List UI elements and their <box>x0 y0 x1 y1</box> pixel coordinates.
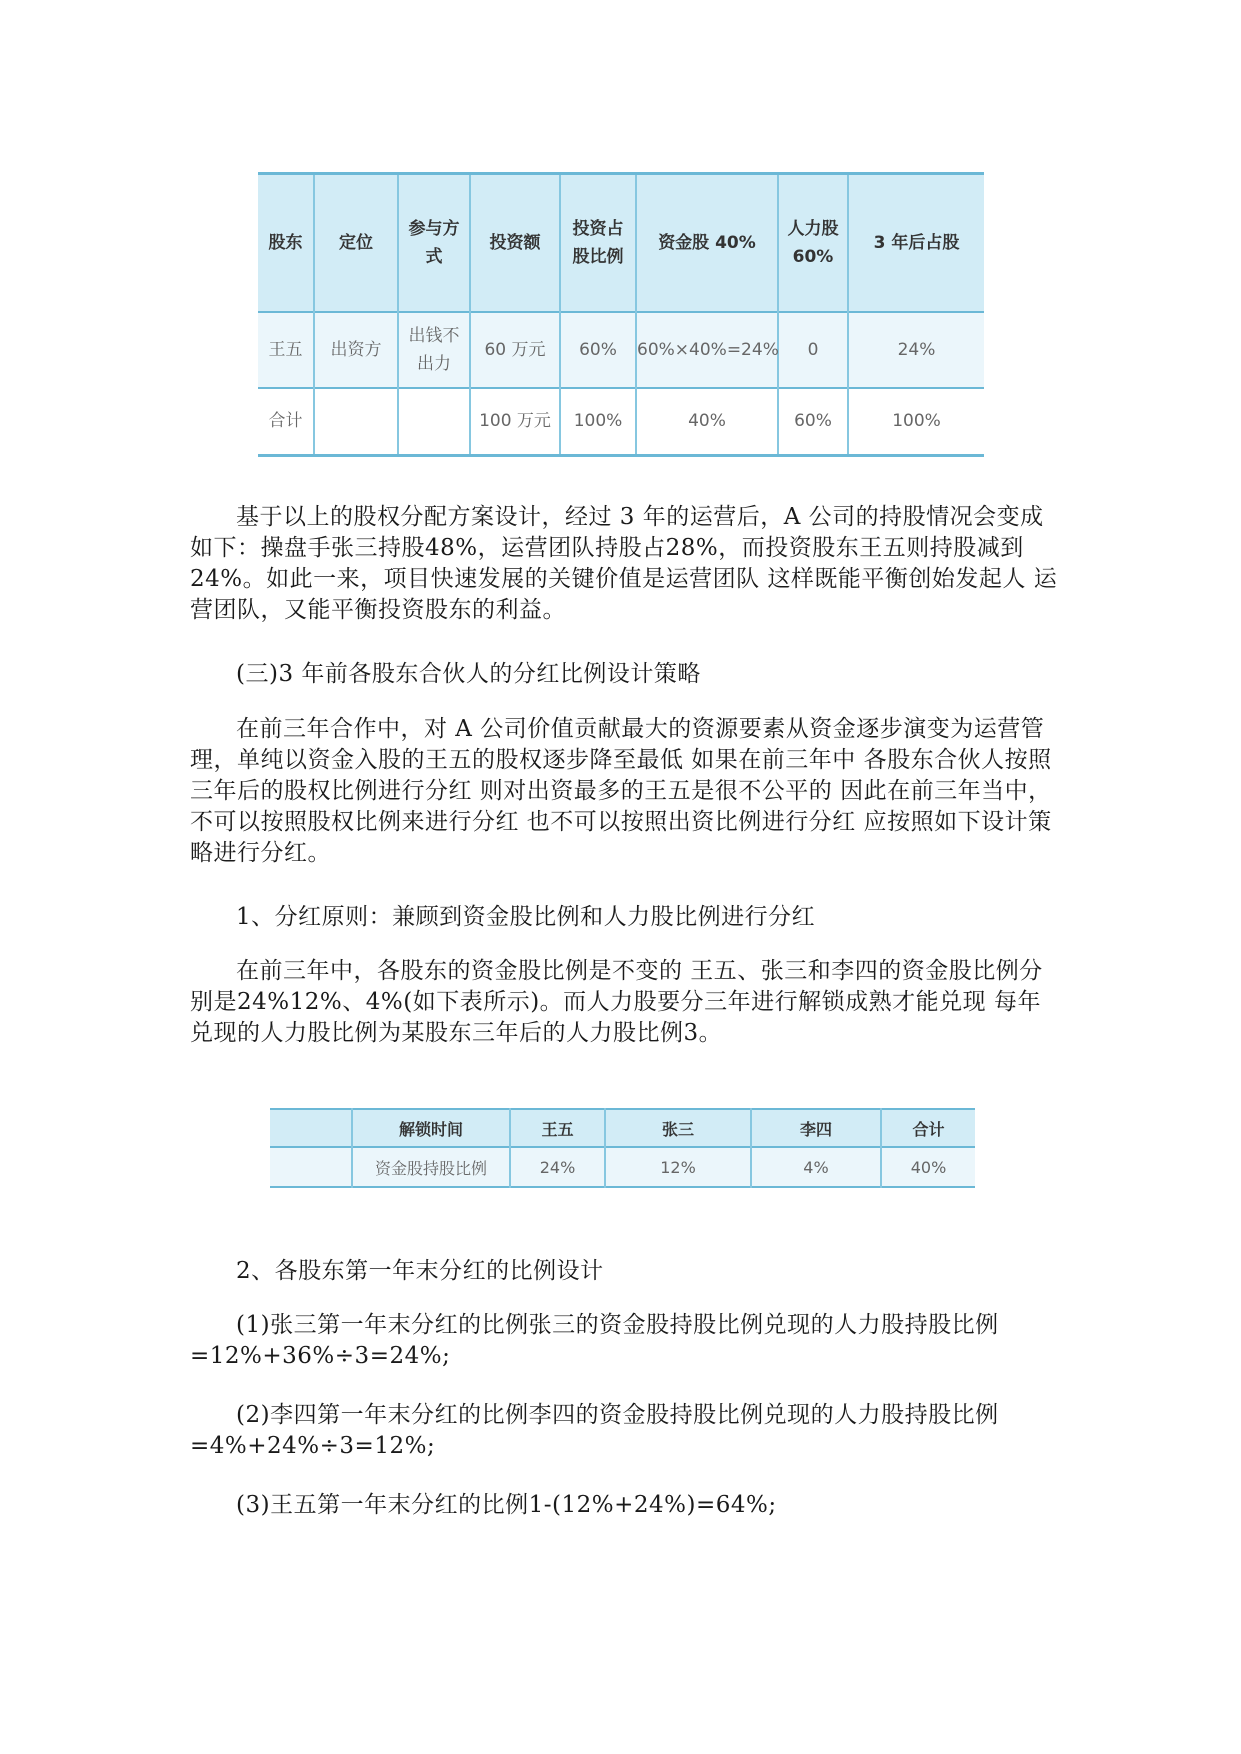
cell: 12% <box>605 1147 751 1187</box>
cell: 出资方 <box>314 312 398 388</box>
section-heading-dividend-strategy: (三)3 年前各股东合伙人的分红比例设计策略 <box>236 661 701 687</box>
cell: 100 万元 <box>470 388 560 456</box>
cell: 0 <box>778 312 848 388</box>
header-zhangsan: 张三 <box>605 1109 751 1147</box>
header-capital-share: 资金股 40% <box>636 174 778 312</box>
cell: 60% <box>778 388 848 456</box>
paragraph-dividend-rationale: 在前三年合作中，对 A 公司价值贡献最大的资源要素从资金逐步演变为运营管理，单纯以资金入股的王五的股权逐步降至最低 如果在前三年中 各股东合伙人按照三年后的股权比例进行分红 则对出资最多的王五是很不公平的 因此在前三年当中，不可以按照股权比例来进行分红 也不可以按照出资比例进行分红 应按照如下设计策略进行分红。 <box>190 716 1052 866</box>
cell: 24% <box>897 339 936 360</box>
cell: 40% <box>636 388 778 456</box>
paragraph-capital-share-ratio: 在前三年中，各股东的资金股比例是不变的 王五、张三和李四的资金股比例分别是24%12%、4%(如下表所示)。而人力股要分三年进行解锁成熟才能兑现 每年兑现的人力股比例为某股东三年后的人力股比例3。 <box>190 958 1043 1046</box>
equity-table-header <box>258 174 984 312</box>
capital-share-table <box>270 1108 975 1188</box>
cell: 出钱不 出力 <box>398 312 470 388</box>
heading-dividend-principle: 1、分红原则：兼顾到资金股比例和人力股比例进行分红 <box>236 904 816 930</box>
cell <box>270 1147 352 1187</box>
cell: 100% <box>560 388 636 456</box>
header-wangwu: 王五 <box>510 1109 605 1147</box>
table-row <box>258 388 984 456</box>
header-lisi: 李四 <box>751 1109 881 1147</box>
header-unlock-time: 解锁时间 <box>352 1109 510 1147</box>
header-after-3-years: 3 年后占股 <box>873 232 960 253</box>
table-row <box>270 1147 975 1187</box>
header-position: 定位 <box>314 174 398 312</box>
cell: 4% <box>751 1147 881 1187</box>
header-total: 合计 <box>912 1119 945 1139</box>
header-participation: 参与方 式 <box>398 174 470 312</box>
heading-year1-dividend: 2、各股东第一年末分红的比例设计 <box>236 1258 604 1284</box>
table-row <box>258 312 984 388</box>
header-investment-ratio: 投资占 股比例 <box>560 174 636 312</box>
cell: 100% <box>892 411 941 432</box>
list-item-zhangsan: (1)张三第一年末分红的比例张三的资金股持股比例兑现的人力股持股比例=12%+36%÷3=24%; <box>190 1312 999 1369</box>
header-shareholder: 股东 <box>258 174 314 312</box>
list-item-wangwu: (3)王五第一年末分红的比例1-(12%+24%)=64%; <box>236 1492 777 1518</box>
capital-share-table-header <box>270 1109 975 1147</box>
cell: 60 万元 <box>470 312 560 388</box>
cell: 60% <box>560 312 636 388</box>
cell: 60%×40%=24% <box>636 312 778 388</box>
header-empty <box>270 1109 352 1147</box>
cell <box>314 388 398 456</box>
cell: 40% <box>910 1157 947 1177</box>
header-labor-share: 人力股 60% <box>778 174 848 312</box>
cell <box>398 388 470 456</box>
paragraph-equity-summary: 基于以上的股权分配方案设计，经过 3 年的运营后，A 公司的持股情况会变成如下：操盘手张三持股48%，运营团队持股占28%，而投资股东王五则持股减到24%。如此一来，项目快速发展的关键价值是运营团队 这样既能平衡创始发起人 运营团队，又能平衡投资股东的利益。 <box>190 504 1058 623</box>
cell: 合计 <box>258 388 314 456</box>
cell: 24% <box>510 1147 605 1187</box>
cell: 王五 <box>258 312 314 388</box>
list-item-lisi: (2)李四第一年末分红的比例李四的资金股持股比例兑现的人力股持股比例=4%+24%÷3=12%; <box>190 1402 999 1459</box>
header-investment: 投资额 <box>470 174 560 312</box>
equity-table <box>258 172 984 457</box>
cell: 资金股持股比例 <box>352 1147 510 1187</box>
